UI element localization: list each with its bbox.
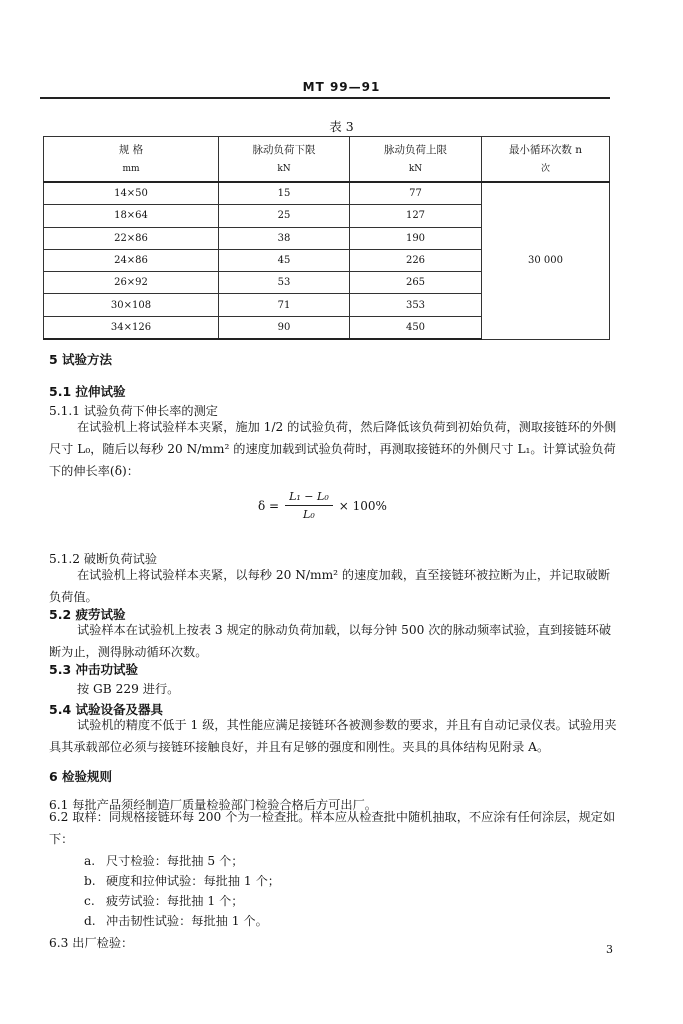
- table-3: [43, 136, 610, 340]
- table-row: [44, 182, 610, 205]
- upper-load-cell: 265: [350, 272, 482, 294]
- upper-load-cell: 450: [350, 316, 482, 339]
- lower-load-cell: 45: [219, 249, 350, 271]
- section-5-1-1-title: 5.1.1 试验负荷下伸长率的测定: [49, 404, 218, 418]
- list-item: [84, 872, 280, 889]
- spec-cell: 18×64: [44, 205, 219, 227]
- lower-load-cell: 71: [219, 294, 350, 316]
- list-item: [84, 912, 268, 929]
- table-header-row: [44, 137, 610, 183]
- header-rule: [40, 97, 610, 99]
- section-6-3: 6.3 出厂检验：: [49, 936, 134, 950]
- section-5-3-title: 5.3 冲击功试验: [49, 662, 138, 677]
- list-text: 尺寸检验：每批抽 5 个；: [106, 854, 244, 868]
- formula-lhs: δ =: [258, 498, 280, 513]
- spec-cell: 14×50: [44, 182, 219, 205]
- list-marker: b.: [84, 874, 96, 888]
- section-6-1: 6.1 每批产品须经制造厂质量检验部门检验合格后方可出厂。: [49, 798, 377, 812]
- section-6-2: 6.2 取样：同规格接链环每 200 个为一检查批。样本应从检查批中随机抽取，不应涂有任何涂层，规定如下：: [49, 810, 616, 846]
- section-5-1-2-body: 在试验机上将试验样本夹紧，以每秒 20 N/mm² 的速度加载，直至接链环被拉断为止，并记取破断负荷值。: [49, 568, 611, 604]
- list-marker: c.: [84, 894, 95, 908]
- column-header: 脉动负荷上限 kN: [350, 137, 482, 183]
- lower-load-cell: 38: [219, 227, 350, 249]
- section-5-2-title: 5.2 疲劳试验: [49, 607, 126, 622]
- section-6-title: 6 检验规则: [49, 769, 113, 784]
- column-header: 规 格 mm: [44, 137, 219, 183]
- spec-cell: 22×86: [44, 227, 219, 249]
- list-text: 疲劳试验：每批抽 1 个；: [106, 894, 244, 908]
- spec-cell: 24×86: [44, 249, 219, 271]
- elongation-formula: [258, 490, 387, 521]
- section-5-1-title: 5.1 拉伸试验: [49, 384, 126, 399]
- spec-cell: 26×92: [44, 272, 219, 294]
- section-5-4-body: 试验机的精度不低于 1 级，其性能应满足接链环各被测参数的要求，并且有自动记录仪表。试验用夹具其承载部位必须与接链环接触良好，并且有足够的强度和刚性。夹具的具体结构见附录 A。: [49, 718, 617, 754]
- list-item: [84, 852, 243, 869]
- list-marker: a.: [84, 854, 96, 868]
- section-5-2-body: 试验样本在试验机上按表 3 规定的脉动负荷加载，以每分钟 500 次的脉动频率试验，直到接链环破断为止，测得脉动循环次数。: [49, 623, 612, 659]
- formula-denominator: L₀: [303, 508, 315, 521]
- section-5-1-2-title: 5.1.2 破断负荷试验: [49, 552, 158, 566]
- formula-numerator: L₁ − L₀: [285, 490, 333, 506]
- column-header: 脉动负荷下限 kN: [219, 137, 350, 183]
- table-caption: 表 3: [329, 119, 354, 134]
- upper-load-cell: 127: [350, 205, 482, 227]
- formula-fraction: [285, 490, 333, 521]
- lower-load-cell: 15: [219, 182, 350, 205]
- section-5-1-1-body: 在试验机上将试验样本夹紧，施加 1/2 的试验负荷，然后降低该负荷到初始负荷，测取接链环的外侧尺寸 L₀，随后以每秒 20 N/mm² 的速度加载到试验负荷时，再测取接链环的外侧尺寸 L₁。计算试验负荷下的伸长率(δ)：: [49, 420, 617, 478]
- page-number: 3: [606, 943, 613, 956]
- section-5-3-body: 按 GB 229 进行。: [77, 682, 180, 696]
- upper-load-cell: 226: [350, 249, 482, 271]
- spec-cell: 34×126: [44, 316, 219, 339]
- list-item: [84, 892, 243, 909]
- section-5-title: 5 试验方法: [49, 352, 113, 367]
- spec-cell: 30×108: [44, 294, 219, 316]
- lower-load-cell: 53: [219, 272, 350, 294]
- lower-load-cell: 25: [219, 205, 350, 227]
- upper-load-cell: 353: [350, 294, 482, 316]
- lower-load-cell: 90: [219, 316, 350, 339]
- list-marker: d.: [84, 914, 96, 928]
- section-5-4-title: 5.4 试验设备及器具: [49, 702, 163, 717]
- min-cycles-cell: 30 000: [482, 182, 610, 339]
- upper-load-cell: 77: [350, 182, 482, 205]
- upper-load-cell: 190: [350, 227, 482, 249]
- standard-header: MT 99—91: [302, 80, 381, 94]
- formula-rhs: × 100%: [338, 498, 387, 513]
- column-header: 最小循环次数 n 次: [482, 137, 610, 183]
- list-text: 冲击韧性试验：每批抽 1 个。: [106, 914, 268, 928]
- list-text: 硬度和拉伸试验：每批抽 1 个；: [106, 874, 280, 888]
